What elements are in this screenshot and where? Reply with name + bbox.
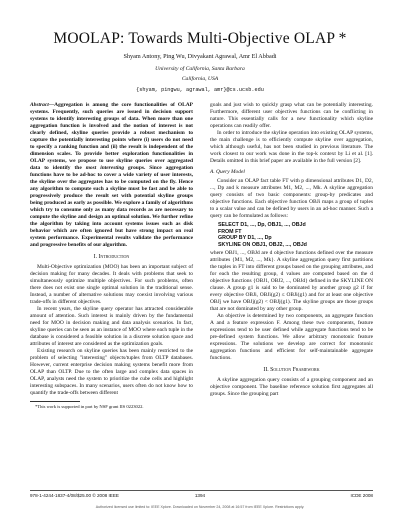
section-heading-introduction: I. Introduction	[93, 254, 130, 260]
right-column	[210, 102, 373, 398]
location: California, USA	[181, 76, 219, 82]
right-paragraph-4: An objective is determined by two components, an aggregate function A and a feature expression F. Among these two components, feature expressions tend to be user defined while aggregate functions tend to be pre-defined system functions. We allow arbitrary monotonic feature expressions. The solutions we develop are correct for monotonic aggregation functions and efficient for self-maintainable aggregate functions.	[210, 313, 373, 362]
intro-paragraph-3: Existing research on skyline queries has been mainly restricted to the problem of selecting "interesting" objects/tuples from OLTP databases. However, current enterprise decision making systems benefit more from OLAP than OLTP. Due to the often large and complex data spaces in OLAP, analysts need the system to prioritize the cube cells and highlight interesting subspaces. In many scenarios, users often do not know how to quantify the trade-offs between different	[30, 348, 193, 396]
right-paragraph-1: In order to introduce the skyline operation into existing OLAP systems, the main challenge is to efficiently compute skyline over aggregation, which although useful, has not been studied in previous literature. The work closest to our work was done in the top-k context by Li et al. [1]. Details omitted in this brief paper are available in the full version [2].	[210, 130, 373, 164]
section-heading-solution-framework: II. Solution Framework	[263, 367, 320, 374]
abstract-keyword: most interesting	[85, 165, 125, 171]
abstract-lead: Abstract	[30, 102, 49, 108]
author-emails: {shyam, pingwu, agrawal, amr}@cs.ucsb.edu	[136, 87, 264, 93]
footer-page-number: 1394	[194, 493, 206, 498]
footer-isbn: 978-1-4244-1837-4/08/$25.00 © 2008 IEEE	[30, 493, 119, 498]
abstract-text: —Aggregation is among the core functionalities of OLAP systems. Frequently, such queries are issued in decision support systems to identify interesting groups of data. When more than one aggregation function is involved and the notion of interest is not clearly defined, skyline queries provide a robust mechanism to capture the potentially interesting points where (i) users do not need to specify a ranking function and (ii) the result is independent of the dimension scales. To provide better exploration functionalities in OLAP systems, we propose to use skyline queries over aggregated data to identify the	[30, 102, 193, 171]
footer-divider	[30, 490, 373, 491]
license-notice: Authorized licensed use limited to: IEEE Xplore. Downloaded on November 24, 2008 at 16:57 from IEEE Xplore. Restrictions apply.	[95, 505, 305, 509]
paper-title: MOOLAP: Towards Multi-Objective OLAP *	[53, 30, 347, 47]
abstract-text-continued: groups. Since aggregation functions have to be ad-hoc to cover a wide variety of user interests, the skyline over the aggregates has to be computed on the fly. Hence any algorithm to compute such a skyline must be fast and be able to progressively produce the result set with potential skyline groups being produced as early as possible. We explore a family of algorithms which try to consume only as many data records as are necessary to compute the skyline and design an optimal solution. We further refine the algorithm by taking into account systems issues such as disk behavior which are often ignored but have strong impact on real system performance. Experimental results validate the performance and progressive benefits of our algorithm.	[30, 165, 193, 248]
query-line: SKYLINE ON OBJ1, OBJ2, ..., OBJd	[218, 241, 307, 248]
footer-venue: ICDE 2008	[350, 493, 373, 498]
author-list: Shyam Antony, Ping Wu, Divyakant Agrawal, Amr El Abbadi	[123, 53, 277, 60]
left-column	[30, 102, 193, 410]
abstract	[30, 102, 193, 249]
right-paragraph-3: where OBJ1, ..., OBJd are d objective functions defined over the measure attributes {M1, M2, ..., Mk}. A skyline aggregation query first partitions the tuples in FT into different groups based on the grouping attributes, and for each the resulting group, d values are computed based on the d objective functions {OBJ1, OBJ2, ..., OBJd} defined in the SKYLINE ON clause. A group g1 is said to be dominated by another group g2 if for every objective OBJi, OBJi(g2) ≤ OBJi(g1) and for at least one objective OBJj we have OBJj(g2) < OBJj(g1). The skyline groups are those groups that are not dominated by any other group.	[210, 250, 373, 313]
right-paragraph-5: A skyline aggregation query consists of a grouping component and an objective component. The baseline reference solution first aggregates all groups. Since the grouping part	[210, 377, 373, 398]
footnote: *This work is supported in part by NSF grant IIS 0223022.	[35, 404, 144, 409]
subsection-heading-query-model: A. Query Model	[210, 169, 245, 175]
query-block	[218, 222, 373, 248]
query-line: GROUP BY D1, ..., Dp	[218, 235, 272, 242]
intro-paragraph-2: In recent years, the skyline query operator has attracted considerable amount of attention. Such interest is mainly driven by the fundamental need for MOO in decision making and data analysis scenarios. In fact, skyline queries can be seen as an instance of MOO where each tuple in the database is considered a feasible solution in a discrete solution space and attributes of interest are considered as the optimization goals.	[30, 306, 193, 347]
affiliation: University of California, Santa Barbara	[155, 66, 245, 72]
right-paragraph-2: Consider an OLAP fact table FT with p dimensional attributes D1, D2, ..., Dp and k measure attributes M1, M2, ..., Mk. A skyline aggregation query consists of two basic components: group-by predicates and objective functions. Each objective function OBJi maps a group of tuples to a scalar value and can be defined by users in an ad-hoc manner. Such a query can be formulated as follows:	[210, 178, 373, 219]
right-paragraph-0: goals and just wish to quickly grasp what can be potentially interesting. Furthermore, different user objectives functions can be conflicting in nature. This essentially calls for a new functionality which skyline operations can readily offer.	[210, 102, 373, 129]
intro-paragraph-1: Multi-Objective optimization (MOO) has been an important subject of decision making for many decades. It deals with problems that seek to simultaneously optimize multiple objectives. For such problems, often there does not exist one single optimal solution in the traditional sense. Instead, a number of alternative solutions may coexist involving various trade-offs in different objectives.	[30, 264, 193, 305]
footnote-divider	[30, 401, 80, 402]
query-line: SELECT D1, ..., Dp, OBJ1, ..., OBJd	[218, 222, 306, 228]
query-line: FROM FT	[218, 228, 242, 235]
